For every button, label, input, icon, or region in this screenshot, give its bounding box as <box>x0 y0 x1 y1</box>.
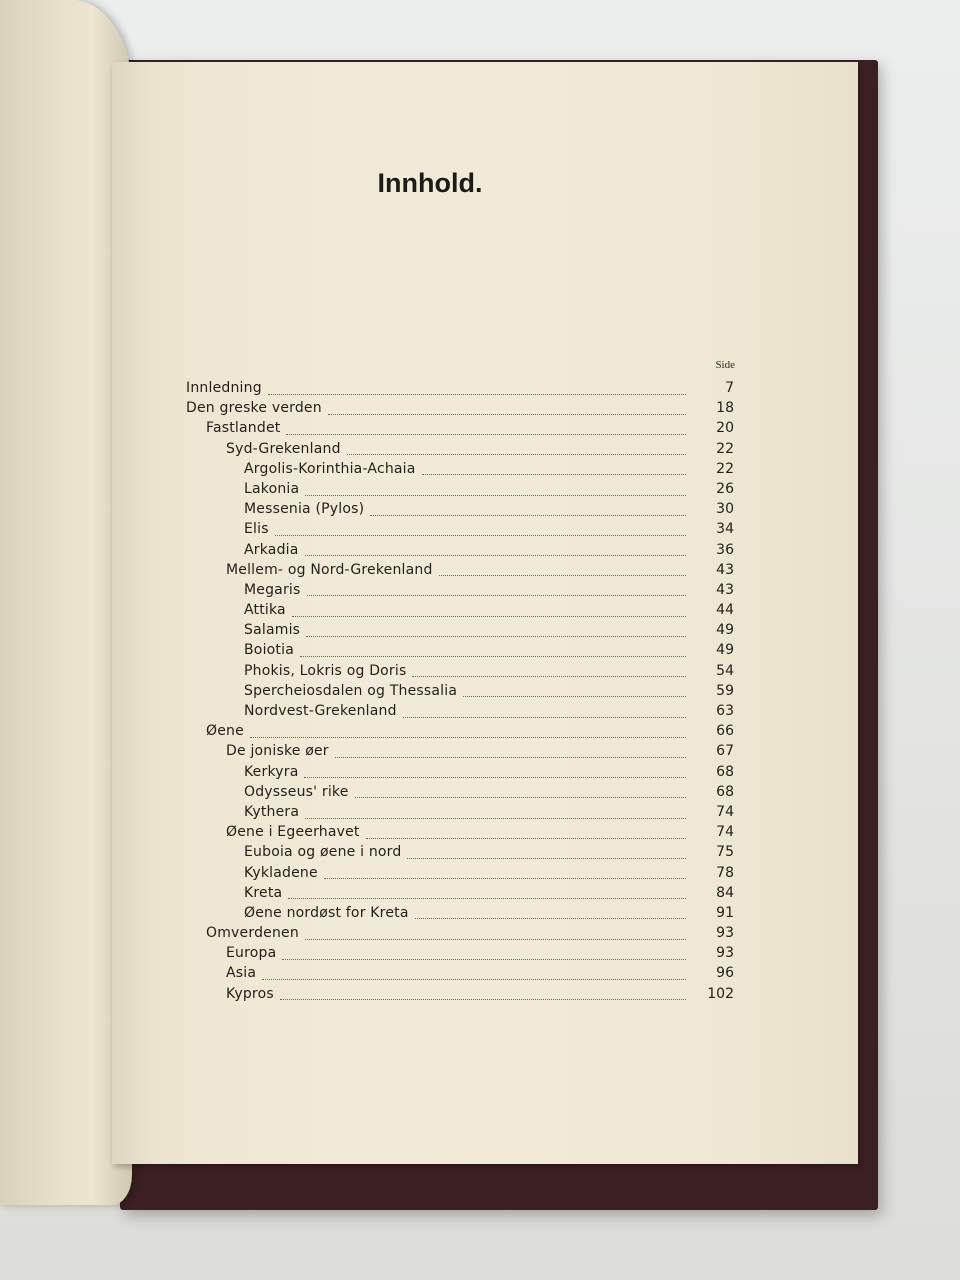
toc-entry-page-number: 102 <box>707 985 734 1002</box>
toc-entry-title: Arkadia <box>244 541 299 558</box>
dot-leader <box>366 834 686 839</box>
toc-entry-page-number: 44 <box>716 602 734 619</box>
toc-entry-title: Elis <box>244 521 269 538</box>
toc-entry-page-number: 84 <box>716 884 734 901</box>
toc-entry-title: Øene nordøst for Kreta <box>244 904 409 921</box>
toc-entry <box>186 963 734 983</box>
toc-entry-title: Mellem- og Nord-Grekenland <box>226 561 433 578</box>
toc-entry-page-number: 66 <box>716 723 734 740</box>
dot-leader <box>275 531 686 536</box>
dot-leader <box>286 430 686 435</box>
toc-entry-page-number: 63 <box>716 703 734 719</box>
dot-leader <box>407 854 686 859</box>
dot-leader <box>280 995 686 1000</box>
toc-entry <box>186 600 734 620</box>
toc-entry-page-number: 43 <box>716 561 734 578</box>
dot-leader <box>306 632 686 637</box>
toc-entry <box>186 943 734 963</box>
toc-entry <box>186 883 734 903</box>
toc-entry-page-number: 74 <box>716 824 734 841</box>
toc-entry-page-number: 30 <box>716 501 734 518</box>
toc-entry <box>186 681 734 701</box>
dot-leader <box>268 390 686 395</box>
dot-leader <box>335 753 686 758</box>
toc-entry-title: Salamis <box>244 622 301 639</box>
dot-leader <box>439 571 686 576</box>
toc-entry <box>186 701 734 721</box>
toc-entry-title: Kypros <box>226 985 274 1002</box>
dot-leader <box>300 652 686 657</box>
toc-entry-page-number: 34 <box>716 521 734 538</box>
toc-entry-title: Kreta <box>244 884 283 901</box>
toc-entry <box>186 762 734 782</box>
page-title: Innhold. <box>377 168 483 198</box>
toc-entry-title: Argolis-Korinthia-Achaia <box>244 460 416 477</box>
dot-leader <box>355 793 686 798</box>
toc-entry-title: Messenia (Pylos) <box>244 501 365 518</box>
toc-entry-title: Syd-Grekenland <box>226 440 341 457</box>
toc-entry-page-number: 18 <box>716 400 734 417</box>
dot-leader <box>347 450 686 455</box>
toc-entry-page-number: 7 <box>725 380 734 396</box>
toc-entry-title: Phokis, Lokris og Doris <box>244 662 407 679</box>
toc-entry-title: Asia <box>226 965 257 982</box>
toc-entry <box>186 398 734 418</box>
toc-entry <box>186 903 734 923</box>
dot-leader <box>403 713 686 718</box>
dot-leader <box>463 692 686 697</box>
toc-entry-page-number: 36 <box>716 541 734 558</box>
toc-entry <box>186 842 734 862</box>
toc-entry-page-number: 78 <box>716 864 734 881</box>
dot-leader <box>328 410 686 415</box>
toc-entry-title: Øene <box>206 723 244 740</box>
toc-entry <box>186 459 734 479</box>
toc-entry <box>186 802 734 822</box>
toc-entry <box>186 741 734 761</box>
toc-entry-page-number: 74 <box>716 803 734 820</box>
toc-entry-page-number: 49 <box>716 642 734 659</box>
toc-entry-page-number: 75 <box>716 844 734 861</box>
toc-entry-page-number: 68 <box>716 763 734 780</box>
toc-entry-title: Spercheiosdalen og Thessalia <box>244 682 458 699</box>
toc-entry-title: Kerkyra <box>244 763 299 780</box>
dot-leader <box>288 894 686 899</box>
toc-entry-title: Megaris <box>244 581 301 598</box>
toc-entry-page-number: 20 <box>716 420 734 437</box>
toc-entry-title: Øene i Egeerhavet <box>226 824 360 841</box>
toc-entry <box>186 782 734 802</box>
dot-leader <box>305 491 686 496</box>
toc-entry-title: Euboia og øene i nord <box>244 844 402 861</box>
toc-entry <box>186 378 734 398</box>
dot-leader <box>250 733 686 738</box>
toc-entry-title: Europa <box>226 945 277 962</box>
toc-entry <box>186 661 734 681</box>
toc-entry <box>186 479 734 499</box>
dot-leader <box>422 470 686 475</box>
toc-entry <box>186 620 734 640</box>
toc-entry-title: Boiotia <box>244 642 294 659</box>
dot-leader <box>282 955 686 960</box>
toc-entry-title: Kythera <box>244 803 300 820</box>
toc-entry <box>186 540 734 560</box>
toc-entry-title: Fastlandet <box>206 420 281 437</box>
table-of-contents <box>186 378 734 1004</box>
toc-entry-page-number: 22 <box>716 440 734 457</box>
dot-leader <box>292 612 686 617</box>
dot-leader <box>370 511 686 516</box>
dot-leader <box>305 814 686 819</box>
toc-entry-page-number: 93 <box>716 945 734 962</box>
toc-entry-title: Omverdenen <box>206 925 299 942</box>
toc-entry-title: Den greske verden <box>186 400 322 417</box>
toc-entry-title: De joniske øer <box>226 743 329 760</box>
toc-entry-page-number: 26 <box>716 480 734 497</box>
dot-leader <box>415 914 686 919</box>
toc-entry-title: Nordvest-Grekenland <box>244 703 397 719</box>
page-column-label: Side <box>715 359 735 371</box>
toc-entry-title: Kykladene <box>244 864 318 881</box>
toc-entry-page-number: 54 <box>716 662 734 679</box>
toc-entry <box>186 721 734 741</box>
toc-entry <box>186 863 734 883</box>
dot-leader <box>305 551 686 556</box>
toc-entry-page-number: 93 <box>716 925 734 942</box>
toc-entry-title: Odysseus' rike <box>244 783 349 800</box>
toc-entry <box>186 640 734 660</box>
toc-entry-page-number: 59 <box>716 682 734 699</box>
dot-leader <box>324 874 686 879</box>
toc-entry-title: Attika <box>244 602 286 619</box>
toc-entry-title: Innledning <box>186 380 262 396</box>
toc-entry-page-number: 49 <box>716 622 734 639</box>
toc-entry <box>186 923 734 943</box>
toc-entry <box>186 580 734 600</box>
toc-entry-page-number: 22 <box>716 460 734 477</box>
dot-leader <box>262 975 686 980</box>
toc-entry <box>186 560 734 580</box>
dot-leader <box>305 935 686 940</box>
dot-leader <box>412 672 686 677</box>
toc-entry <box>186 984 734 1004</box>
toc-entry <box>186 439 734 459</box>
toc-entry-page-number: 96 <box>716 965 734 982</box>
toc-entry <box>186 822 734 842</box>
toc-entry-page-number: 67 <box>716 743 734 760</box>
toc-entry-page-number: 68 <box>716 783 734 800</box>
toc-entry-page-number: 43 <box>716 581 734 598</box>
toc-entry-title: Lakonia <box>244 480 300 497</box>
dot-leader <box>307 591 687 596</box>
toc-entry <box>186 418 734 438</box>
toc-entry-page-number: 91 <box>716 904 734 921</box>
dot-leader <box>304 773 686 778</box>
toc-entry <box>186 519 734 539</box>
toc-entry <box>186 499 734 519</box>
